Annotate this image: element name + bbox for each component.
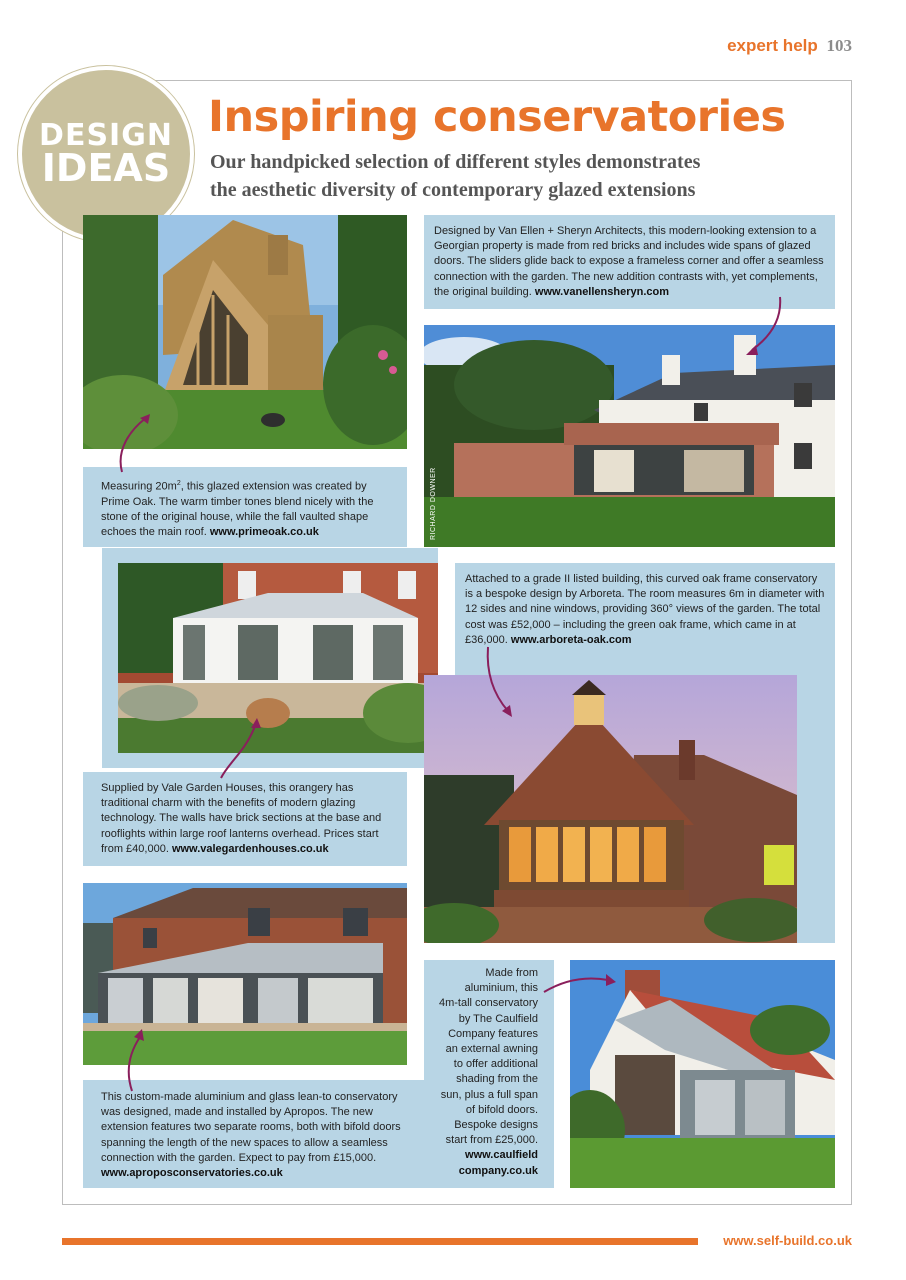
caption-apropos-url[interactable]: www.aproposconservatories.co.uk bbox=[101, 1167, 283, 1180]
caption-arboreta-text: Attached to a grade II listed building, this curved oak frame conservatory is a bespoke design by Arboreta. The room measures 6m in diameter with 12 sides and nine windows, providing 360° views of the garden. The total cost was £52,000 – including the green oak frame, which came in at £36,000. bbox=[465, 573, 825, 646]
caption-prime-oak-sup: 2 bbox=[176, 480, 181, 487]
footer-url[interactable]: www.self-build.co.uk bbox=[723, 1233, 852, 1248]
caulfield-line-2: aluminium, this bbox=[464, 982, 538, 995]
caulfield-url-line-1[interactable]: www.caulfield bbox=[465, 1149, 538, 1162]
caption-prime-oak-url[interactable]: www.primeoak.co.uk bbox=[209, 526, 319, 539]
standfirst bbox=[210, 148, 830, 204]
footer-bar bbox=[62, 1238, 698, 1245]
caption-vale-text: Supplied by Vale Garden Houses, this orangery has traditional charm with the benefits of modern glazing technology. The walls have brick sections at the base and rooflights within large roof lanterns overhead. Prices start from £40,000. bbox=[101, 782, 382, 855]
standfirst-line-1: Our handpicked selection of different styles demonstrates bbox=[210, 151, 701, 173]
caulfield-line-9: sun, plus a full span bbox=[440, 1088, 538, 1101]
caulfield-line-7: to offer additional bbox=[453, 1058, 538, 1071]
caulfield-line-1: Made from bbox=[485, 967, 538, 979]
caulfield-line-4: by The Caulfield bbox=[458, 1012, 538, 1025]
page-number: 103 bbox=[826, 36, 852, 55]
caulfield-line-10: of bifold doors. bbox=[465, 1103, 538, 1116]
caption-prime-oak-text-b: , this glazed extension was created by Prime Oak. The warm timber tones blend nicely with the stone of the original house, while the fall vaulted shape echoes the main roof. bbox=[101, 480, 374, 539]
photo-apropos bbox=[83, 883, 407, 1065]
caulfield-line-5: Company features bbox=[448, 1027, 538, 1040]
caption-caulfield bbox=[424, 960, 554, 1188]
caption-arboreta bbox=[455, 563, 835, 656]
badge-line-1: DESIGN bbox=[39, 117, 173, 153]
caulfield-url-line-2[interactable]: company.co.uk bbox=[458, 1164, 538, 1177]
caption-van-ellen-text: Designed by Van Ellen + Sheryn Architects, this modern-looking extension to a Georgian property is made from red bricks and includes wide spans of glazed doors. The sliders glide back to expose a frameless corner and offer a seamless connection with the garden. The new addition contrasts with, yet complements, the original building. bbox=[434, 225, 824, 298]
photo-arboreta bbox=[424, 675, 797, 943]
page-title: Inspiring conservatories bbox=[208, 92, 786, 142]
caption-prime-oak-text-a: Measuring 20m bbox=[101, 480, 177, 493]
photo-prime-oak bbox=[83, 215, 407, 449]
standfirst-line-2: the aesthetic diversity of contemporary glazed extensions bbox=[210, 179, 696, 201]
caption-apropos-text: This custom-made aluminium and glass lean-to conservatory was designed, made and installed by Apropos. The new extension features two separate rooms, both with bifold doors spanning the length of the new spaces to allow a seamless connection with the garden. Expect to pay from £15,000. bbox=[101, 1091, 401, 1164]
section-label bbox=[727, 36, 852, 56]
section-name: expert help bbox=[727, 36, 818, 55]
caption-vale-url[interactable]: www.valegardenhouses.co.uk bbox=[171, 842, 329, 855]
caulfield-line-11: Bespoke designs bbox=[454, 1119, 538, 1132]
badge-line-2: IDEAS bbox=[41, 146, 171, 191]
caulfield-line-3: 4m-tall conservatory bbox=[438, 997, 538, 1010]
caption-vale bbox=[83, 772, 407, 866]
caption-van-ellen-url[interactable]: www.vanellensheryn.com bbox=[534, 285, 670, 298]
photo-vale-orangery bbox=[118, 563, 438, 753]
caulfield-line-6: an external awning bbox=[445, 1043, 538, 1056]
photo-caulfield bbox=[570, 960, 835, 1188]
caulfield-line-8: shading from the bbox=[456, 1073, 538, 1086]
caption-van-ellen bbox=[424, 215, 835, 309]
caption-arboreta-url[interactable]: www.arboreta-oak.com bbox=[510, 633, 632, 646]
photo-credit: RICHARD DOWNER bbox=[430, 467, 437, 540]
caption-prime-oak bbox=[83, 467, 407, 547]
caption-apropos bbox=[83, 1080, 424, 1188]
caulfield-line-12: start from £25,000. bbox=[445, 1134, 538, 1147]
photo-van-ellen bbox=[424, 325, 835, 547]
